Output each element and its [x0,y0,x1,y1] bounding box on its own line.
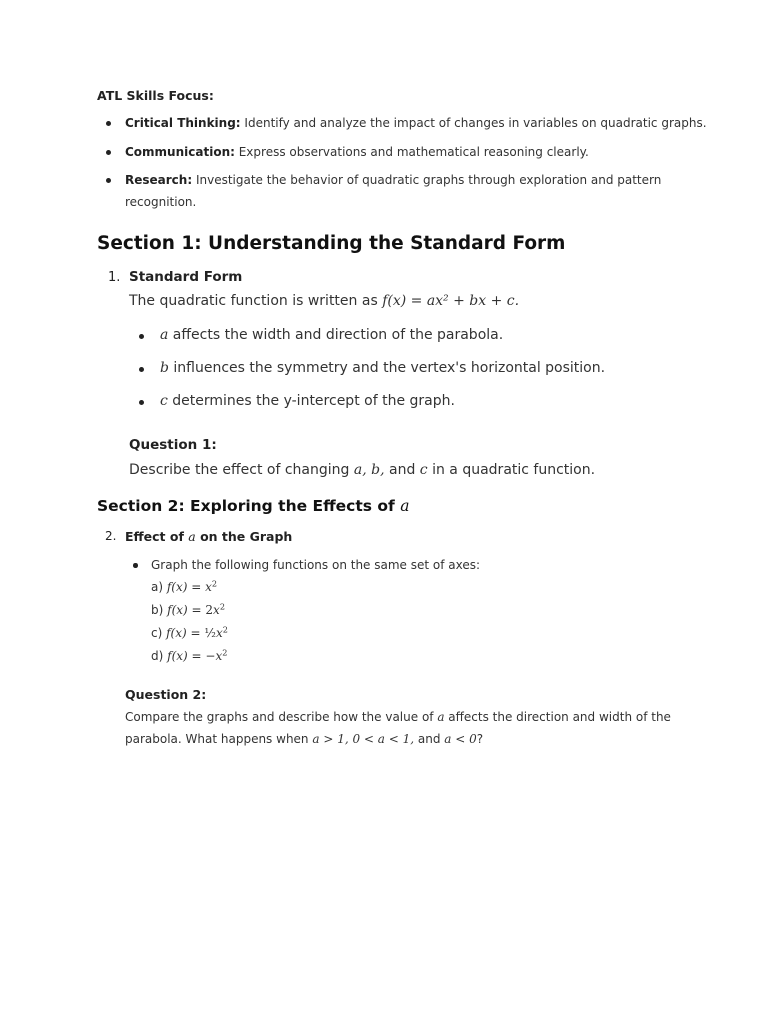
standard-form-formula: f(x) = ax² + bx + c. [382,293,520,309]
question-2-label: Question 2: [125,687,207,702]
function-expr: $f(x) = 2x^2$ [167,601,226,617]
function-expr: $f(x) = x^2$ [166,578,218,594]
function-d [151,649,227,663]
list-number: 1. [108,270,121,285]
coefficient-a-note [160,327,503,343]
question-text: and [414,732,445,746]
question-1-label: Question 1: [129,437,217,453]
section-2-title: Section 2: Exploring the Effects of [97,497,401,515]
question-text: ? [476,732,484,746]
var-a: a [160,327,169,343]
question-text: Describe the effect of changing [129,462,354,478]
bullet-dot [133,563,138,568]
coefficient-b-note [160,360,605,376]
bullet-dot [139,367,144,372]
function-expr: $f(x) = -x^2$ [167,647,228,663]
atl-item-label: Communication: [125,145,235,159]
question-2-line-1 [125,710,671,724]
var-b: b [160,360,169,376]
function-label: c) [151,626,167,640]
list-number: 2. [105,529,117,543]
section-2-var: a [400,497,410,515]
atl-item-text: Identify and analyze the impact of changes in variables on quadratic graphs. [240,116,707,130]
question-vars: a, b, [353,462,385,478]
bullet-dot [106,178,111,183]
function-label: d) [151,649,168,663]
intro-text: The quadratic function is written as [129,293,383,309]
note-text: influences the symmetry and the vertex's horizontal position. [168,360,606,376]
atl-item-research [125,173,661,187]
function-expr: $f(x) = \frac{1}{2}x^2$ [166,624,228,640]
function-label: a) [151,580,167,594]
atl-item-label: Critical Thinking: [125,116,241,130]
question-2-line-2 [125,732,483,746]
atl-title: ATL Skills Focus: [97,88,214,103]
function-c [151,626,228,640]
section-1-heading: Section 1: Understanding the Standard Form [97,233,566,254]
function-a [151,580,217,594]
bullet-dot [106,121,111,126]
atl-item-text: Express observations and mathematical reasoning clearly. [234,145,589,159]
function-label: b) [151,603,168,617]
heading-text: Effect of [125,529,189,544]
var-c: c [160,393,168,409]
question-text: in a quadratic function. [427,462,596,478]
question-1-text [129,462,595,478]
heading-text: on the Graph [195,529,293,544]
function-b [151,603,225,617]
question-condition: a > 1, 0 < a < 1, [312,732,415,746]
atl-item-text: Investigate the behavior of quadratic graphs through exploration and pattern [192,173,662,187]
atl-item-critical-thinking [125,116,707,130]
graph-instruction: Graph the following functions on the same set of axes: [151,558,481,572]
coefficient-c-note [160,393,455,409]
question-text: Compare the graphs and describe how the value of [125,710,438,724]
heading-var: a [188,529,196,544]
effect-of-a-heading [125,529,292,544]
question-text: affects the direction and width of the [444,710,671,724]
atl-item-label: Research: [125,173,193,187]
question-var-c: c [419,462,428,478]
question-var: a [437,710,445,724]
standard-form-intro [129,293,519,309]
question-condition: a < 0 [444,732,477,746]
atl-item-communication [125,145,589,159]
question-text: parabola. What happens when [125,732,313,746]
bullet-dot [139,334,144,339]
section-2-heading [97,497,409,515]
question-text: and [384,462,420,478]
bullet-dot [106,150,111,155]
note-text: determines the y-intercept of the graph. [167,393,455,409]
bullet-dot [139,400,144,405]
note-text: affects the width and direction of the parabola. [168,327,504,343]
standard-form-heading: Standard Form [129,269,243,285]
atl-item-research-continued: recognition. [125,195,197,209]
